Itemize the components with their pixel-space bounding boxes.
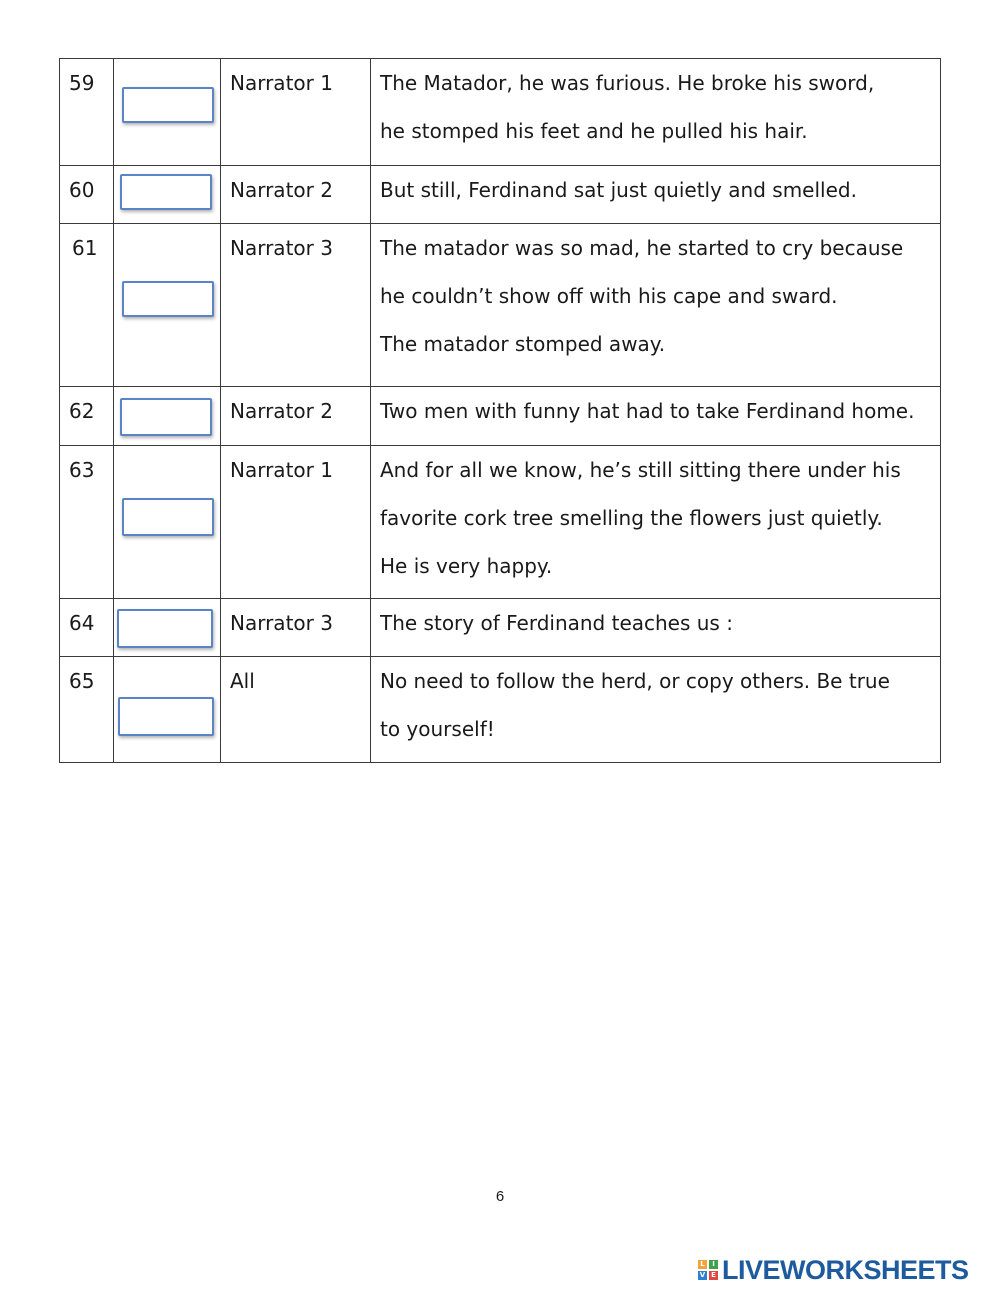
answer-input-box[interactable] (120, 174, 212, 210)
table-row (60, 166, 941, 224)
answer-cell (114, 599, 221, 657)
answer-input-box[interactable] (122, 281, 214, 317)
line-number: 62 (60, 387, 114, 446)
table-row (60, 224, 941, 387)
line-number: 64 (60, 599, 114, 657)
dialogue-line: to yourself! (380, 717, 495, 741)
dialogue-text (371, 166, 941, 224)
dialogue-line: He is very happy. (380, 554, 553, 578)
answer-input-box[interactable] (117, 609, 213, 648)
speaker-label: Narrator 2 (221, 166, 371, 224)
table-row (60, 387, 941, 446)
dialogue-line: No need to follow the herd, or copy others. Be true (380, 669, 890, 693)
speaker-label: Narrator 1 (221, 59, 371, 166)
answer-input-box[interactable] (118, 697, 214, 736)
speaker-label: Narrator 2 (221, 387, 371, 446)
answer-input-box[interactable] (122, 87, 214, 123)
logo-mark-icon (698, 1260, 718, 1280)
answer-cell (114, 59, 221, 166)
dialogue-line: And for all we know, he’s still sitting there under his (380, 458, 901, 482)
dialogue-line: The matador was so mad, he started to cry because (380, 236, 904, 260)
table-row (60, 446, 941, 599)
table-row (60, 657, 941, 763)
dialogue-text (371, 224, 941, 387)
dialogue-text (371, 446, 941, 599)
table-row (60, 599, 941, 657)
speaker-label: Narrator 3 (221, 599, 371, 657)
line-number: 59 (60, 59, 114, 166)
dialogue-line: Two men with funny hat had to take Ferdinand home. (380, 399, 915, 423)
dialogue-text (371, 59, 941, 166)
dialogue-line: The story of Ferdinand teaches us : (380, 611, 733, 635)
line-number: 60 (60, 166, 114, 224)
dialogue-line: But still, Ferdinand sat just quietly and smelled. (380, 178, 857, 202)
table-row (60, 59, 941, 166)
answer-input-box[interactable] (122, 498, 214, 536)
speaker-label: All (221, 657, 371, 763)
dialogue-text (371, 387, 941, 446)
logo-text: LIVEWORKSHEETS (722, 1254, 969, 1285)
answer-cell (114, 224, 221, 387)
dialogue-line: favorite cork tree smelling the flowers just quietly. (380, 506, 883, 530)
answer-cell (114, 446, 221, 599)
logo-mark-cell: I (709, 1260, 718, 1269)
liveworksheets-logo[interactable] (698, 1255, 969, 1285)
dialogue-text (371, 657, 941, 763)
page-number: 6 (495, 1188, 505, 1205)
speaker-label: Narrator 3 (221, 224, 371, 387)
logo-mark-cell: V (699, 1271, 706, 1279)
line-number: 63 (60, 446, 114, 599)
answer-input-box[interactable] (120, 398, 212, 436)
line-number: 61 (60, 224, 114, 387)
logo-mark-cell: L (698, 1260, 707, 1269)
speaker-label: Narrator 1 (221, 446, 371, 599)
answer-cell (114, 657, 221, 763)
answer-cell (114, 387, 221, 446)
dialogue-line: The matador stomped away. (380, 332, 666, 356)
logo-mark-cell: E (709, 1271, 718, 1280)
dialogue-line: he stomped his feet and he pulled his hair. (380, 119, 808, 143)
dialogue-text (371, 599, 941, 657)
dialogue-line: The Matador, he was furious. He broke his sword, (380, 71, 875, 95)
script-table (59, 58, 941, 763)
line-number: 65 (60, 657, 114, 763)
dialogue-line: he couldn’t show off with his cape and sward. (380, 284, 838, 308)
answer-cell (114, 166, 221, 224)
